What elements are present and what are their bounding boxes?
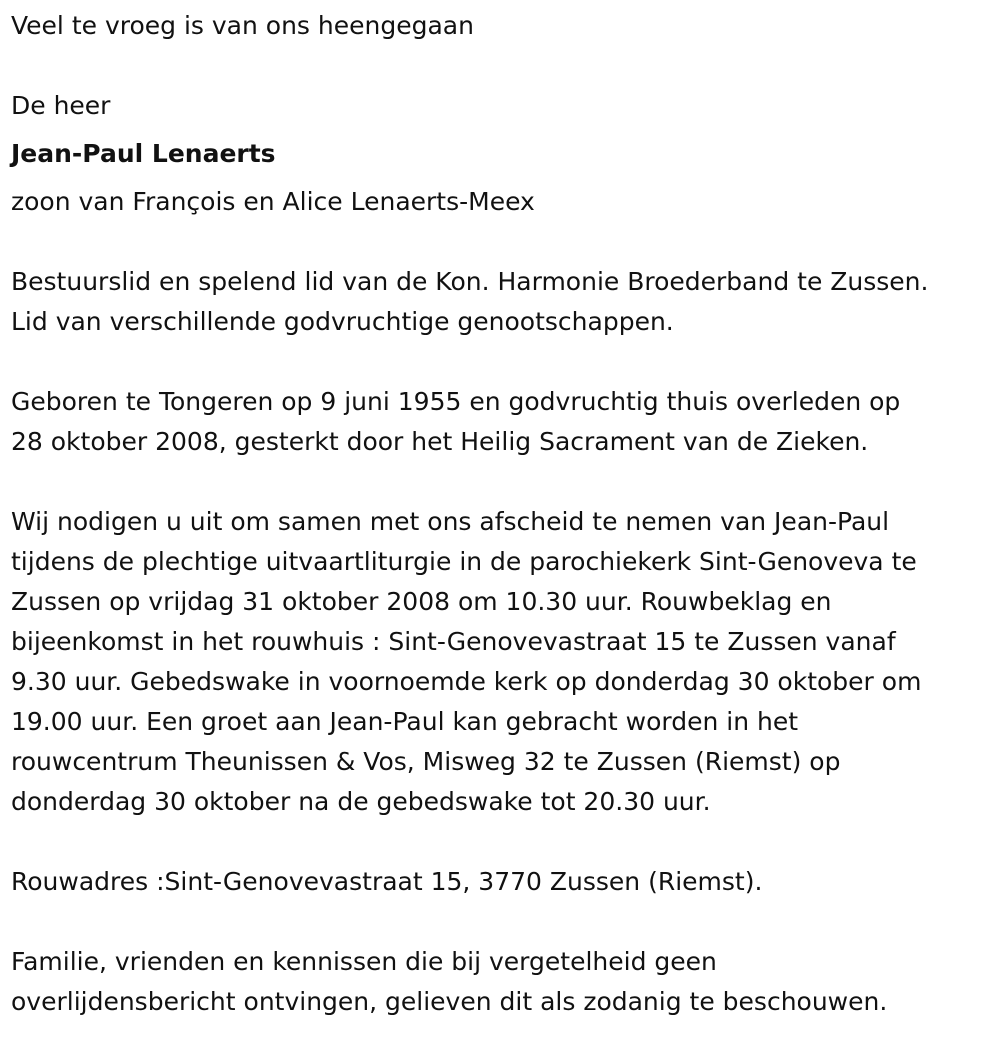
mourning-address: Rouwadres :Sint-Genovevastraat 15, 3770 Zussen (Riemst).	[11, 867, 763, 896]
funeral-paragraph	[11, 502, 988, 822]
closing-line: Familie, vrienden en kennissen die bij vergetelheid geen	[11, 947, 717, 976]
birth-death-paragraph	[11, 382, 988, 462]
memberships-paragraph	[11, 262, 988, 342]
spacer	[11, 222, 988, 262]
closing-line: overlijdensbericht ontvingen, gelieven dit als zodanig te beschouwen.	[11, 987, 888, 1016]
spacer	[11, 342, 988, 382]
funeral-line: rouwcentrum Theunissen & Vos, Misweg 32 te Zussen (Riemst) op	[11, 747, 841, 776]
funeral-line: 9.30 uur. Gebedswake in voornoemde kerk op donderdag 30 oktober om	[11, 667, 922, 696]
funeral-line: Wij nodigen u uit om samen met ons afscheid te nemen van Jean-Paul	[11, 507, 890, 536]
salutation: De heer	[11, 91, 111, 120]
spacer	[11, 46, 988, 86]
spacer	[11, 822, 988, 862]
birth-death-line: Geboren te Tongeren op 9 juni 1955 en godvruchtig thuis overleden op	[11, 387, 901, 416]
funeral-line: Zussen op vrijdag 31 oktober 2008 om 10.30 uur. Rouwbeklag en	[11, 587, 832, 616]
deceased-name: Jean-Paul Lenaerts	[11, 139, 276, 168]
funeral-line: 19.00 uur. Een groet aan Jean-Paul kan gebracht worden in het	[11, 707, 799, 736]
funeral-line: bijeenkomst in het rouwhuis : Sint-Genovevastraat 15 te Zussen vanaf	[11, 627, 896, 656]
opening-line: Veel te vroeg is van ons heengegaan	[11, 11, 474, 40]
funeral-line: tijdens de plechtige uitvaartliturgie in de parochiekerk Sint-Genoveva te	[11, 547, 917, 576]
parents-line: zoon van François en Alice Lenaerts-Meex	[11, 187, 535, 216]
memberships-line: Bestuurslid en spelend lid van de Kon. Harmonie Broederband te Zussen.	[11, 267, 929, 296]
birth-death-line: 28 oktober 2008, gesterkt door het Heilig Sacrament van de Zieken.	[11, 427, 869, 456]
spacer	[11, 902, 988, 942]
funeral-line: donderdag 30 oktober na de gebedswake tot 20.30 uur.	[11, 787, 711, 816]
spacer	[11, 462, 988, 502]
memberships-line: Lid van verschillende godvruchtige genootschappen.	[11, 307, 674, 336]
closing-paragraph	[11, 942, 988, 1022]
